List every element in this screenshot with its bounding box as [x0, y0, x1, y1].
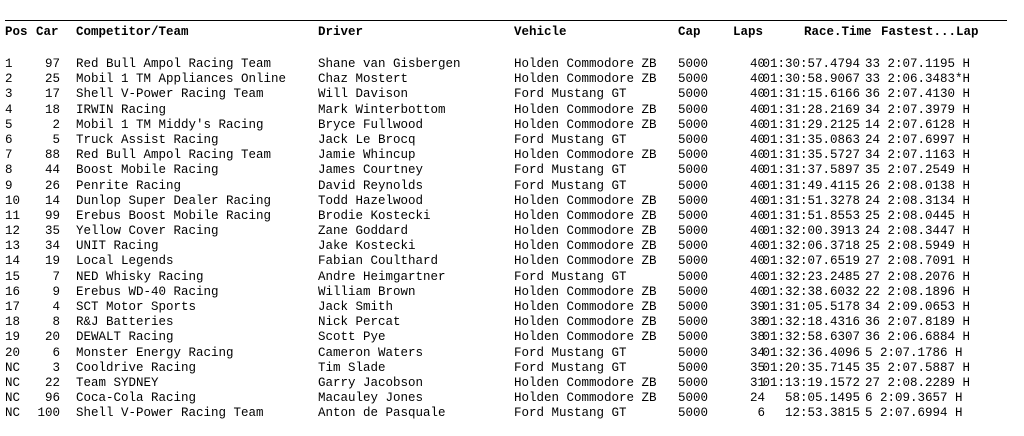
cell-competitor: IRWIN Racing — [76, 102, 167, 117]
table-row — [5, 285, 1007, 300]
cell-race-time: 01:32:36.4096 — [762, 345, 860, 360]
cell-fastest-lap: 14 2:07.6128 H — [865, 117, 971, 132]
cell-car: 25 — [44, 72, 60, 87]
cell-competitor: Truck Assist Racing — [76, 132, 219, 147]
cell-fastest-lap: 36 2:07.4130 H — [865, 87, 971, 102]
table-row — [5, 87, 1007, 102]
table-row — [5, 406, 1007, 421]
cell-race-time: 01:20:35.7145 — [762, 360, 860, 375]
cell-race-time: 01:32:38.6032 — [762, 284, 860, 299]
cell-cap: 5000 — [678, 148, 709, 163]
cell-pos: 2 — [5, 72, 13, 87]
cell-cap: 5000 — [678, 72, 709, 87]
cell-laps: 40 — [749, 102, 765, 117]
cell-race-time: 01:31:35.5727 — [762, 148, 860, 163]
cell-driver: Scott Pye — [318, 330, 386, 345]
cell-fastest-lap: 22 2:08.1896 H — [865, 284, 971, 299]
cell-car: 5 — [52, 132, 60, 147]
cell-race-time: 01:32:58.6307 — [762, 330, 860, 345]
cell-vehicle: Ford Mustang GT — [514, 269, 627, 284]
cell-race-time: 01:31:35.0863 — [762, 132, 860, 147]
cell-laps: 40 — [749, 284, 765, 299]
cell-competitor: NED Whisky Racing — [76, 269, 204, 284]
cell-car: 100 — [37, 406, 60, 421]
cell-laps: 40 — [749, 163, 765, 178]
cell-driver: Andre Heimgartner — [318, 269, 446, 284]
cell-pos: NC — [5, 406, 21, 421]
cell-pos: 18 — [5, 315, 21, 330]
cell-race-time: 01:13:19.1572 — [762, 375, 860, 390]
cell-car: 18 — [44, 102, 60, 117]
cell-cap: 5000 — [678, 269, 709, 284]
cell-competitor: UNIT Racing — [76, 239, 159, 254]
cell-driver: Jack Le Brocq — [318, 132, 416, 147]
cell-competitor: Shell V-Power Racing Team — [76, 406, 264, 421]
cell-vehicle: Holden Commodore ZB — [514, 57, 657, 71]
header-fastest-lap: Fastest...Lap — [881, 25, 979, 39]
cell-cap: 5000 — [678, 193, 709, 208]
cell-cap: 5000 — [678, 254, 709, 269]
cell-laps: 40 — [749, 87, 765, 102]
cell-vehicle: Holden Commodore ZB — [514, 193, 657, 208]
table-body — [5, 57, 1007, 422]
cell-driver: Mark Winterbottom — [318, 102, 446, 117]
cell-vehicle: Ford Mustang GT — [514, 360, 627, 375]
cell-fastest-lap: 24 2:07.6997 H — [865, 132, 971, 147]
cell-car: 2 — [52, 117, 60, 132]
table-row — [5, 254, 1007, 269]
cell-race-time: 01:31:29.2125 — [762, 117, 860, 132]
cell-pos: 17 — [5, 300, 21, 314]
cell-vehicle: Holden Commodore ZB — [514, 254, 657, 269]
cell-cap: 5000 — [678, 375, 709, 390]
cell-driver: Garry Jacobson — [318, 375, 424, 390]
cell-driver: Chaz Mostert — [318, 72, 409, 87]
header-vehicle: Vehicle — [514, 25, 567, 39]
cell-driver: Zane Goddard — [318, 224, 409, 239]
cell-pos: 3 — [5, 87, 13, 102]
cell-race-time: 01:32:00.3913 — [762, 224, 860, 239]
cell-pos: NC — [5, 391, 21, 406]
cell-laps: 40 — [749, 254, 765, 269]
cell-laps: 40 — [749, 178, 765, 193]
table-row — [5, 133, 1007, 148]
cell-driver: Brodie Kostecki — [318, 208, 431, 223]
cell-vehicle: Holden Commodore ZB — [514, 239, 657, 254]
cell-fastest-lap: 33 2:06.3483*H — [865, 72, 971, 87]
cell-vehicle: Holden Commodore ZB — [514, 375, 657, 390]
cell-vehicle: Holden Commodore ZB — [514, 148, 657, 163]
cell-laps: 40 — [749, 224, 765, 239]
cell-vehicle: Holden Commodore ZB — [514, 391, 657, 406]
header-competitor: Competitor/Team — [76, 25, 189, 39]
cell-competitor: Red Bull Ampol Racing Team — [76, 148, 272, 163]
header-pos: Pos — [5, 25, 28, 39]
cell-cap: 5000 — [678, 315, 709, 330]
cell-laps: 39 — [749, 300, 765, 314]
cell-car: 6 — [52, 345, 60, 360]
table-row — [5, 376, 1007, 391]
cell-cap: 5000 — [678, 117, 709, 132]
table-row — [5, 315, 1007, 330]
cell-driver: Fabian Coulthard — [318, 254, 439, 269]
table-row — [5, 163, 1007, 178]
cell-laps: 40 — [749, 72, 765, 87]
cell-car: 19 — [44, 254, 60, 269]
cell-competitor: Boost Mobile Racing — [76, 163, 219, 178]
cell-driver: Jamie Whincup — [318, 148, 416, 163]
cell-competitor: Dunlop Super Dealer Racing — [76, 193, 272, 208]
cell-race-time: 01:30:57.4794 — [762, 57, 860, 71]
cell-pos: 16 — [5, 284, 21, 299]
cell-fastest-lap: 27 2:08.2076 H — [865, 269, 971, 284]
cell-laps: 40 — [749, 193, 765, 208]
cell-car: 34 — [44, 239, 60, 254]
cell-cap: 5000 — [678, 163, 709, 178]
cell-competitor: Erebus WD-40 Racing — [76, 284, 219, 299]
cell-driver: Jake Kostecki — [318, 239, 416, 254]
cell-car: 44 — [44, 163, 60, 178]
cell-fastest-lap: 27 2:08.7091 H — [865, 254, 971, 269]
cell-pos: 7 — [5, 148, 13, 163]
cell-car: 17 — [44, 87, 60, 102]
cell-pos: 15 — [5, 269, 21, 284]
cell-pos: NC — [5, 375, 21, 390]
cell-fastest-lap: 36 2:07.8189 H — [865, 315, 971, 330]
table-row — [5, 209, 1007, 224]
cell-driver: Tim Slade — [318, 360, 386, 375]
cell-driver: Nick Percat — [318, 315, 401, 330]
cell-cap: 5000 — [678, 102, 709, 117]
cell-race-time: 01:31:05.5178 — [762, 300, 860, 314]
cell-competitor: Monster Energy Racing — [76, 345, 234, 360]
cell-cap: 5000 — [678, 132, 709, 147]
cell-pos: 11 — [5, 208, 21, 223]
cell-vehicle: Ford Mustang GT — [514, 406, 627, 421]
cell-fastest-lap: 24 2:08.3447 H — [865, 224, 971, 239]
cell-competitor: Local Legends — [76, 254, 174, 269]
cell-driver: Anton de Pasquale — [318, 406, 446, 421]
cell-race-time: 58:05.1495 — [784, 391, 860, 406]
cell-driver: Todd Hazelwood — [318, 193, 424, 208]
cell-race-time: 01:32:23.2485 — [762, 269, 860, 284]
cell-cap: 5000 — [678, 345, 709, 360]
cell-competitor: Mobil 1 TM Appliances Online — [76, 72, 287, 87]
cell-driver: Bryce Fullwood — [318, 117, 424, 132]
cell-competitor: Cooldrive Racing — [76, 360, 197, 375]
cell-laps: 40 — [749, 239, 765, 254]
cell-vehicle: Holden Commodore ZB — [514, 315, 657, 330]
cell-driver: James Courtney — [318, 163, 424, 178]
cell-fastest-lap: 25 2:08.5949 H — [865, 239, 971, 254]
table-row — [5, 300, 1007, 315]
table-row — [5, 239, 1007, 254]
cell-competitor: Team SYDNEY — [76, 375, 159, 390]
cell-driver: David Reynolds — [318, 178, 424, 193]
cell-car: 7 — [52, 269, 60, 284]
cell-driver: Jack Smith — [318, 300, 394, 314]
cell-race-time: 01:31:37.5897 — [762, 163, 860, 178]
cell-race-time: 01:31:15.6166 — [762, 87, 860, 102]
results-table — [5, 20, 1007, 422]
cell-fastest-lap: 33 2:07.1195 H — [865, 57, 971, 71]
cell-race-time: 01:32:07.6519 — [762, 254, 860, 269]
cell-competitor: Red Bull Ampol Racing Team — [76, 57, 272, 71]
cell-car: 3 — [52, 360, 60, 375]
cell-fastest-lap: 27 2:08.2289 H — [865, 375, 971, 390]
cell-cap: 5000 — [678, 284, 709, 299]
cell-cap: 5000 — [678, 300, 709, 314]
cell-laps: 40 — [749, 117, 765, 132]
header-rule — [5, 20, 1007, 21]
cell-cap: 5000 — [678, 57, 709, 71]
cell-pos: NC — [5, 360, 21, 375]
cell-fastest-lap: 34 2:09.0653 H — [865, 300, 971, 314]
cell-driver: Cameron Waters — [318, 345, 424, 360]
cell-vehicle: Ford Mustang GT — [514, 132, 627, 147]
table-row — [5, 194, 1007, 209]
table-row — [5, 179, 1007, 194]
cell-vehicle: Holden Commodore ZB — [514, 208, 657, 223]
cell-car: 26 — [44, 178, 60, 193]
cell-fastest-lap: 6 2:09.3657 H — [865, 391, 963, 406]
table-row — [5, 330, 1007, 345]
cell-vehicle: Holden Commodore ZB — [514, 72, 657, 87]
cell-pos: 4 — [5, 102, 13, 117]
cell-car: 14 — [44, 193, 60, 208]
cell-driver: Macauley Jones — [318, 391, 424, 406]
cell-cap: 5000 — [678, 391, 709, 406]
cell-vehicle: Holden Commodore ZB — [514, 300, 657, 314]
cell-car: 4 — [52, 300, 60, 314]
cell-competitor: Penrite Racing — [76, 178, 182, 193]
cell-race-time: 01:32:18.4316 — [762, 315, 860, 330]
cell-competitor: Erebus Boost Mobile Racing — [76, 208, 272, 223]
cell-cap: 5000 — [678, 330, 709, 345]
cell-pos: 12 — [5, 224, 21, 239]
cell-fastest-lap: 5 2:07.1786 H — [865, 345, 963, 360]
cell-cap: 5000 — [678, 208, 709, 223]
cell-cap: 5000 — [678, 224, 709, 239]
header-race-time: Race.Time — [804, 25, 872, 39]
cell-fastest-lap: 24 2:08.3134 H — [865, 193, 971, 208]
cell-car: 20 — [44, 330, 60, 345]
cell-fastest-lap: 34 2:07.3979 H — [865, 102, 971, 117]
header-driver: Driver — [318, 25, 364, 39]
cell-laps: 24 — [749, 391, 765, 406]
table-row — [5, 224, 1007, 239]
table-header — [5, 22, 1007, 42]
cell-driver: Will Davison — [318, 87, 409, 102]
cell-laps: 40 — [749, 148, 765, 163]
cell-pos: 6 — [5, 132, 13, 147]
cell-car: 96 — [44, 391, 60, 406]
cell-pos: 8 — [5, 163, 13, 178]
cell-race-time: 01:31:51.8553 — [762, 208, 860, 223]
cell-pos: 5 — [5, 117, 13, 132]
cell-laps: 6 — [757, 406, 765, 421]
table-row — [5, 103, 1007, 118]
cell-vehicle: Ford Mustang GT — [514, 178, 627, 193]
cell-laps: 40 — [749, 132, 765, 147]
table-row — [5, 391, 1007, 406]
cell-race-time: 01:30:58.9067 — [762, 72, 860, 87]
table-row — [5, 361, 1007, 376]
cell-race-time: 01:32:06.3718 — [762, 239, 860, 254]
cell-car: 88 — [44, 148, 60, 163]
cell-laps: 35 — [749, 360, 765, 375]
cell-cap: 5000 — [678, 360, 709, 375]
cell-competitor: Yellow Cover Racing — [76, 224, 219, 239]
cell-vehicle: Holden Commodore ZB — [514, 284, 657, 299]
cell-race-time: 12:53.3815 — [784, 406, 860, 421]
table-row — [5, 148, 1007, 163]
table-row — [5, 57, 1007, 72]
cell-pos: 13 — [5, 239, 21, 254]
cell-race-time: 01:31:28.2169 — [762, 102, 860, 117]
cell-laps: 31 — [749, 375, 765, 390]
cell-competitor: SCT Motor Sports — [76, 300, 197, 314]
cell-competitor: Mobil 1 TM Middy's Racing — [76, 117, 264, 132]
cell-vehicle: Holden Commodore ZB — [514, 117, 657, 132]
cell-pos: 1 — [5, 57, 13, 71]
cell-fastest-lap: 25 2:08.0445 H — [865, 208, 971, 223]
cell-pos: 9 — [5, 178, 13, 193]
cell-vehicle: Holden Commodore ZB — [514, 224, 657, 239]
cell-competitor: Shell V-Power Racing Team — [76, 87, 264, 102]
cell-vehicle: Ford Mustang GT — [514, 87, 627, 102]
cell-laps: 40 — [749, 269, 765, 284]
table-row — [5, 346, 1007, 361]
cell-competitor: Coca-Cola Racing — [76, 391, 197, 406]
header-laps: Laps — [733, 25, 764, 39]
cell-car: 22 — [44, 375, 60, 390]
cell-cap: 5000 — [678, 239, 709, 254]
header-car: Car — [36, 25, 59, 39]
cell-driver: William Brown — [318, 284, 416, 299]
cell-race-time: 01:31:49.4115 — [762, 178, 860, 193]
cell-pos: 19 — [5, 330, 21, 345]
cell-pos: 10 — [5, 193, 21, 208]
header-cap: Cap — [678, 25, 701, 39]
cell-fastest-lap: 36 2:06.6884 H — [865, 330, 971, 345]
cell-cap: 5000 — [678, 406, 709, 421]
cell-cap: 5000 — [678, 178, 709, 193]
cell-car: 35 — [44, 224, 60, 239]
cell-car: 9 — [52, 284, 60, 299]
cell-fastest-lap: 26 2:08.0138 H — [865, 178, 971, 193]
cell-fastest-lap: 35 2:07.2549 H — [865, 163, 971, 178]
cell-car: 8 — [52, 315, 60, 330]
cell-pos: 20 — [5, 345, 21, 360]
cell-car: 99 — [44, 208, 60, 223]
cell-laps: 34 — [749, 345, 765, 360]
cell-race-time: 01:31:51.3278 — [762, 193, 860, 208]
cell-cap: 5000 — [678, 87, 709, 102]
cell-competitor: DEWALT Racing — [76, 330, 174, 345]
cell-car: 97 — [44, 57, 60, 71]
cell-laps: 38 — [749, 315, 765, 330]
cell-vehicle: Holden Commodore ZB — [514, 330, 657, 345]
cell-laps: 40 — [749, 57, 765, 71]
cell-laps: 40 — [749, 208, 765, 223]
cell-vehicle: Ford Mustang GT — [514, 345, 627, 360]
table-row — [5, 72, 1007, 87]
cell-vehicle: Holden Commodore ZB — [514, 102, 657, 117]
header-gap — [5, 42, 1007, 57]
cell-laps: 38 — [749, 330, 765, 345]
table-row — [5, 270, 1007, 285]
cell-driver: Shane van Gisbergen — [318, 57, 461, 71]
table-row — [5, 118, 1007, 133]
cell-fastest-lap: 5 2:07.6994 H — [865, 406, 963, 421]
cell-pos: 14 — [5, 254, 21, 269]
cell-vehicle: Ford Mustang GT — [514, 163, 627, 178]
cell-fastest-lap: 34 2:07.1163 H — [865, 148, 971, 163]
cell-fastest-lap: 35 2:07.5887 H — [865, 360, 971, 375]
cell-competitor: R&J Batteries — [76, 315, 174, 330]
